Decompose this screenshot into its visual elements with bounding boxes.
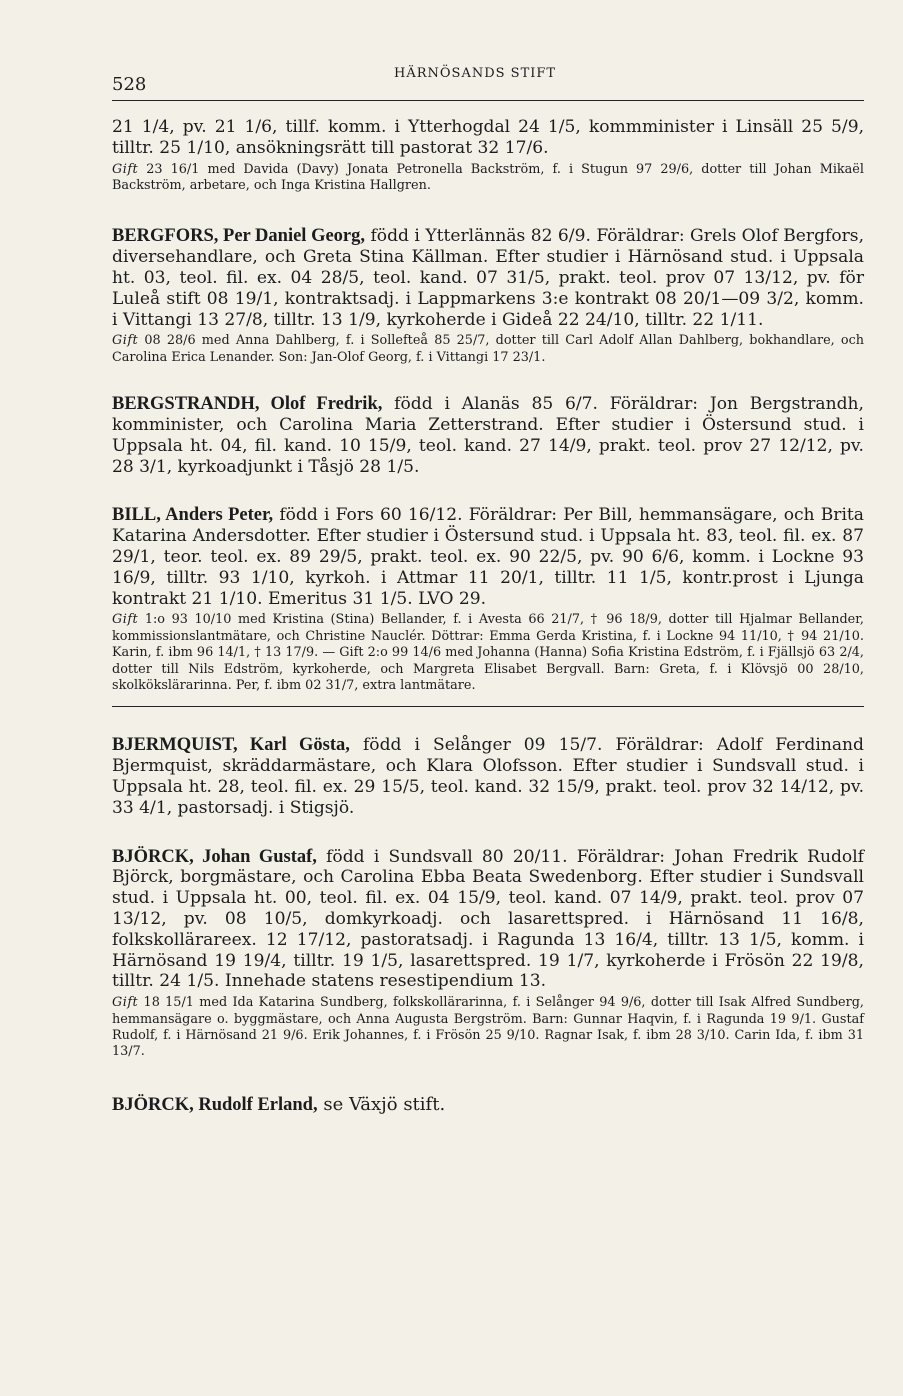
entry-marriage: [112, 612, 864, 694]
cross-reference-name: BJÖRCK, Rudolf Erland,: [112, 1094, 318, 1115]
entry-bergstrandh: [112, 394, 864, 477]
entry-bill: [112, 505, 864, 707]
entry-name: BERGFORS, Per Daniel Georg,: [112, 226, 366, 247]
entry-text: [112, 735, 864, 818]
entry-text: [112, 226, 864, 330]
entry-marriage: [112, 995, 864, 1061]
entry-separator: [112, 706, 864, 707]
entry-name: BERGSTRANDH, Olof Fredrik,: [112, 394, 383, 415]
running-title: HÄRNÖSANDS STIFT: [394, 66, 557, 81]
marriage-text: 23 16/1 med Davida (Davy) Jonata Petronella Backström, f. i Stugun 97 29/6, dotter till Johan Mikaël Backström, arbetare, och Inga Kristina Hallgren.: [112, 161, 864, 193]
entry-bio: född i Alanäs 85 6/7. Föräldrar: Jon Bergstrandh, komminister, och Carolina Maria Zetterstrand. Efter studier i Östersund stud. i Uppsala ht. 04, fil. kand. 10 15/9, teol. kand. 27 14/9, prakt. teol. prov 27 12/12, pv. 28 3/1, kyrkoadjunkt i Tåsjö 28 1/5.: [112, 394, 864, 477]
entry-marriage: [112, 333, 864, 366]
entry-text: [112, 847, 864, 993]
entry-name: BILL, Anders Peter,: [112, 505, 274, 526]
marriage-label: Gift: [112, 161, 139, 177]
continuation-bio: 21 1/4, pv. 21 1/6, tillf. komm. i Ytterhogdal 24 1/5, kommminister i Linsäll 25 5/9, tilltr. 25 1/10, ansökningsrätt till pastorat 32 17/6.: [112, 117, 864, 158]
entry-bio: född i Sundsvall 80 20/11. Föräldrar: Johan Fredrik Rudolf Björck, borgmästare, och Carolina Ebba Beata Swedenborg. Efter studier i Sundsvall stud. i Uppsala ht. 00, teol. fil. ex. 04 15/9, teol. kand. 07 14/9, prakt. teol. prov 07 13/12, pv. 08 10/5, domkyrkoadj. och lasarettspred. i Härnösand 11 16/8, folkskollärareex. 12 17/12, pastoratsadj. i Ragunda 13 16/4, tilltr. 13 1/5, komm. i Härnösand 19 19/4, tilltr. 19 1/5, lasarettspred. 19 1/7, kyrkoherde i Frösön 22 19/8, tilltr. 24 1/5. Innehade statens resestipendium 13.: [112, 846, 864, 992]
entry-text: [112, 394, 864, 477]
entry-bio: född i Ytterlännäs 82 6/9. Föräldrar: Grels Olof Bergfors, diversehandlare, och Greta Stina Källman. Efter studier i Härnösand stud. i Uppsala ht. 03, teol. fil. ex. 04 28/5, teol. kand. 07 31/5, prakt. teol. prov 07 13/12, pv. för Luleå stift 08 19/1, kontraktsadj. i Lappmarkens 3:e kontrakt 08 20/1—09 3/2, komm. i Vittangi 13 27/8, tilltr. 13 1/9, kyrkoherde i Gideå 22 24/10, tilltr. 22 1/11.: [112, 226, 865, 330]
marriage-label: Gift: [112, 612, 139, 628]
page-body: [112, 117, 864, 1116]
marriage-label: Gift: [112, 995, 139, 1011]
marriage-text: 1:o 93 10/10 med Kristina (Stina) Bellander, f. i Avesta 66 21/7, † 96 18/9, dotter till Hjalmar Bellander, kommissionslantmätare, och Christine Nauclér. Döttrar: Emma Gerda Kristina, f. i Lockne 94 11/10, † 94 21/10. Karin, f. ibm 96 14/1, † 13 17/9. — Gift 2:o 99 14/6 med Johanna (Hanna) Sofia Kristina Edström, f. i Fjällsjö 63 2/4, dotter till Nils Edström, kyrkoherde, och Margreta Elisabet Bergvall. Barn: Greta, f. i Klövsjö 00 28/10, skolkökslärarinna. Per, f. ibm 02 31/7, extra lantmätare.: [112, 612, 864, 693]
entry-bio: född i Fors 60 16/12. Föräldrar: Per Bill, hemmansägare, och Brita Katarina Andersdotter. Efter studier i Östersund stud. i Uppsala ht. 83, teol. fil. ex. 87 29/1, teor. teol. ex. 89 29/5, prakt. teol. ex. 90 22/5, pv. 90 6/6, komm. i Lockne 93 16/9, tilltr. 93 1/10, kyrkoh. i Attmar 11 20/1, tilltr. 11 1/5, kontr.prost i Ljunga kontrakt 21 1/10. Emeritus 31 1/5. LVO 29.: [112, 505, 864, 609]
entry-bjermquist: [112, 735, 864, 818]
cross-reference-text: se Växjö stift.: [323, 1093, 446, 1115]
entry-bjorck-johan: [112, 847, 864, 1061]
entry-bio: född i Selånger 09 15/7. Föräldrar: Adolf Ferdinand Bjermquist, skräddarmästare, och Klara Olofsson. Efter studier i Sundsvall stud. i Uppsala ht. 28, teol. fil. ex. 29 15/5, teol. kand. 32 15/9, prakt. teol. prov 32 14/12, pv. 33 4/1, pastorsadj. i Stigsjö.: [112, 735, 864, 818]
entry-bergfors: [112, 226, 864, 366]
entry-text: [112, 505, 864, 609]
entry-name: BJÖRCK, Johan Gustaf,: [112, 846, 317, 867]
header-rule: [112, 100, 864, 101]
cross-reference: [112, 1095, 864, 1116]
page-header: [112, 66, 864, 95]
continuation-marriage: [112, 162, 864, 195]
page-number: 528: [112, 74, 147, 95]
marriage-label: Gift: [112, 333, 139, 349]
marriage-text: 08 28/6 med Anna Dahlberg, f. i Sollefteå 85 25/7, dotter till Carl Adolf Allan Dahlberg, bokhandlare, och Carolina Erica Lenander. Son: Jan-Olof Georg, f. i Vittangi 17 23/1.: [112, 333, 864, 365]
marriage-text: 18 15/1 med Ida Katarina Sundberg, folkskollärarinna, f. i Selånger 94 9/6, dotter till Isak Alfred Sundberg, hemmansägare o. byggmästare, och Anna Augusta Bergström. Barn: Gunnar Haqvin, f. i Ragunda 19 9/1. Gustaf Rudolf, f. i Härnösand 21 9/6. Erik Johannes, f. i Frösön 25 9/10. Ragnar Isak, f. ibm 28 3/10. Carin Ida, f. ibm 31 13/7.: [112, 995, 864, 1060]
entry-name: BJERMQUIST, Karl Gösta,: [112, 735, 350, 756]
